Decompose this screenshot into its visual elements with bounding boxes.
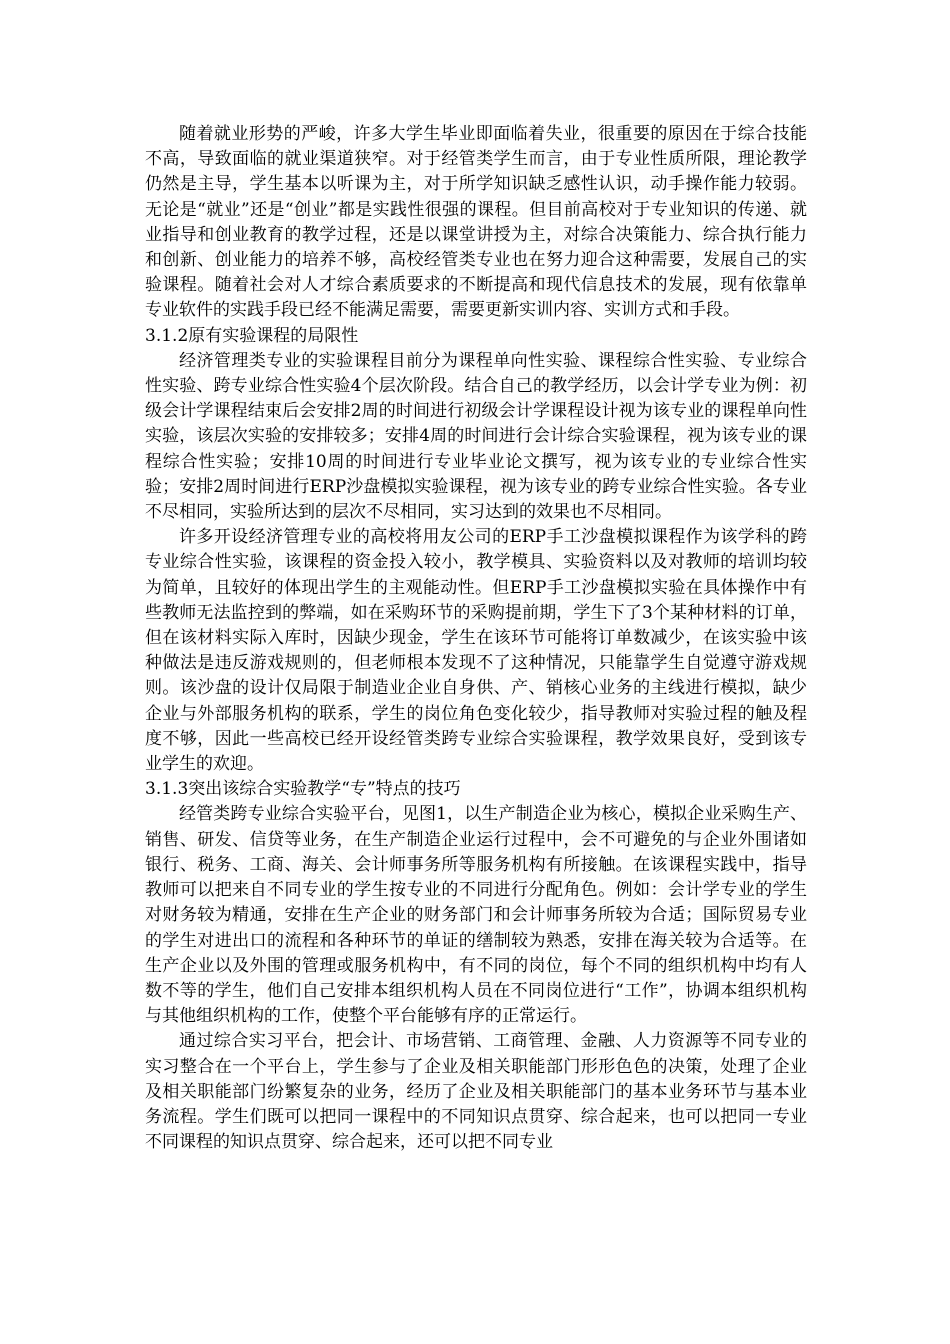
paragraph-platform: 经管类跨专业综合实验平台，见图1，以生产制造企业为核心，模拟企业采购生产、销售、研发、信贷等业务，在生产制造企业运行过程中，会不可避免的与企业外围诸如银行、税务、工商、海关、会计师事务所等服务机构有所接触。在该课程实践中，指导教师可以把来自不同专业的学生按专业的不同进行分配角色。例如：会计学专业的学生对财务较为精通，安排在生产企业的财务部门和会计师事务所较为合适；国际贸易专业的学生对进出口的流程和各种环节的单证的缮制较为熟悉，安排在海关较为合适等。在生产企业以及外围的管理或服务机构中，有不同的岗位，每个不同的组织机构中均有人数不等的学生，他们自己安排本组织机构人员在不同岗位进行“工作”，协调本组织机构与其他组织机构的工作，使整个平台能够有序的正常运行。 <box>145 804 807 1027</box>
paragraph-erp-sandbox: 许多开设经济管理专业的高校将用友公司的ERP手工沙盘模拟课程作为该学科的跨专业综合性实验，该课程的资金投入较小，教学模具、实验资料以及对教师的培训均较为简单，且较好的体现出学生的主观能动性。但ERP手工沙盘模拟实验在具体操作中有些教师无法监控到的弊端，如在采购环节的采购提前期，学生下了3个某种材料的订单，但在该材料实际入库时，因缺少现金，学生在该环节可能将订单数减少，在该实验中该种做法是违反游戏规则的，但老师根本发现不了这种情况，只能靠学生自觉遵守游戏规则。该沙盘的设计仅局限于制造业企业自身供、产、销核心业务的主线进行模拟，缺少企业与外部服务机构的联系，学生的岗位角色变化较少，指导教师对实验过程的触及程度不够，因此一些高校已经开设经管类跨专业综合实验课程，教学效果良好，受到该专业学生的欢迎。 <box>145 527 807 775</box>
paragraph-employment: 随着就业形势的严峻，许多大学生毕业即面临着失业，很重要的原因在于综合技能不高，导致面临的就业渠道狭窄。对于经管类学生而言，由于专业性质所限，理论教学仍然是主导，学生基本以听课为主，对于所学知识缺乏感性认识，动手操作能力较弱。无论是“就业”还是“创业”都是实践性很强的课程。但目前高校对于专业知识的传递、就业指导和创业教育的教学过程，还是以课堂讲授为主，对综合决策能力、综合执行能力和创新、创业能力的培养不够，高校经管类专业也在努力迎合这种需要，发展自己的实验课程。随着社会对人才综合素质要求的不断提高和现代信息技术的发展，现有依靠单专业软件的实践手段已经不能满足需要，需要更新实训内容、实训方式和手段。 <box>145 124 807 321</box>
paragraph-integration: 通过综合实习平台，把会计、市场营销、工商管理、金融、人力资源等不同专业的实习整合在一个平台上，学生参与了企业及相关职能部门形形色色的决策，处理了企业及相关职能部门纷繁复杂的业务，经历了企业及相关职能部门的基本业务环节与基本业务流程。学生们既可以把同一课程中的不同知识点贯穿、综合起来，也可以把同一专业不同课程的知识点贯穿、综合起来，还可以把不同专业 <box>145 1031 807 1153</box>
document-body <box>145 122 807 1155</box>
paragraph-experiment-levels: 经济管理类专业的实验课程目前分为课程单向性实验、课程综合性实验、专业综合性实验、跨专业综合性实验4个层次阶段。结合自己的教学经历，以会计学专业为例：初级会计学课程结束后会安排2周的时间进行初级会计学课程设计视为该专业的课程单向性实验，该层次实验的安排较多；安排4周的时间进行会计综合实验课程，视为该专业的课程综合性实验；安排10周的时间进行专业毕业论文撰写，视为该专业的专业综合性实验；安排2周时间进行ERP沙盘模拟实验课程，视为该专业的跨专业综合性实验。各专业不尽相同，实验所达到的层次不尽相同，实习达到的效果也不尽相同。 <box>145 350 807 523</box>
section-heading-3-1-3: 3.1.3突出该综合实验教学“专”特点的技巧 <box>145 779 461 800</box>
section-heading-3-1-2: 3.1.2原有实验课程的局限性 <box>145 325 359 346</box>
